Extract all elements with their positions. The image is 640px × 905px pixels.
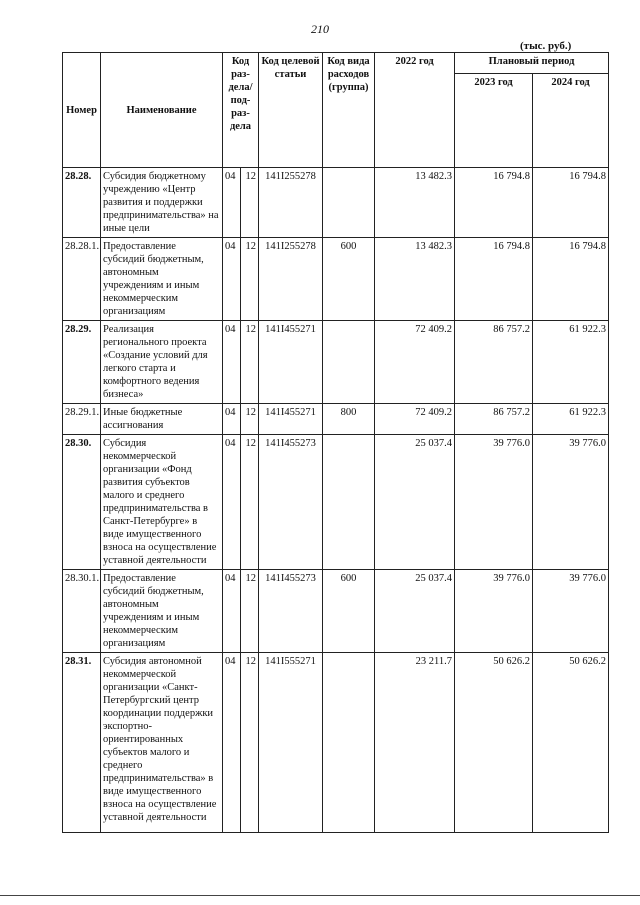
row-section: 04 [223,238,241,321]
row-value-2022: 23 211.7 [375,653,455,833]
row-subsection: 12 [241,435,259,570]
row-value-2023: 86 757.2 [455,321,533,404]
row-subsection: 12 [241,653,259,833]
header-name: Наименование [101,53,223,168]
row-value-2023: 50 626.2 [455,653,533,833]
row-value-2024: 16 794.8 [533,168,609,238]
row-value-2023: 86 757.2 [455,404,533,435]
row-section: 04 [223,404,241,435]
row-value-2022: 72 409.2 [375,321,455,404]
row-value-2024: 61 922.3 [533,404,609,435]
row-value-2022: 13 482.3 [375,168,455,238]
table-row [63,404,609,435]
row-section: 04 [223,653,241,833]
row-value-2024: 39 776.0 [533,435,609,570]
row-subsection: 12 [241,570,259,653]
row-value-2022: 72 409.2 [375,404,455,435]
row-number: 28.31. [63,653,101,833]
header-2023: 2023 год [455,74,533,168]
row-expense-type [323,435,375,570]
row-name: Субсидия автономной некоммерческой организации «Санкт-Петербургский центр координации поддержки экспортно-ориентированных субъектов малого и среднего предпринимательства» в виде имущественного взноса на осуществление уставной деятельности [101,653,223,833]
row-expense-type [323,168,375,238]
row-number: 28.30. [63,435,101,570]
row-expense-type: 800 [323,404,375,435]
row-value-2024: 50 626.2 [533,653,609,833]
header-2022: 2022 год [375,53,455,168]
row-number: 28.29. [63,321,101,404]
header-planned-period: Плановый период [455,53,609,74]
row-name: Реализация регионального проекта «Создание условий для легкого старта и комфортного ведения бизнеса» [101,321,223,404]
row-value-2024: 16 794.8 [533,238,609,321]
row-section: 04 [223,321,241,404]
row-subsection: 12 [241,238,259,321]
row-name: Субсидия некоммерческой организации «Фонд развития субъектов малого и среднего предпринимательства в Санкт-Петербурге» в виде имущественного взноса на осуществление уставной деятельности [101,435,223,570]
row-subsection: 12 [241,168,259,238]
row-section: 04 [223,570,241,653]
row-target-code: 141I455271 [259,404,323,435]
header-2024: 2024 год [533,74,609,168]
page-number: 210 [311,22,329,36]
table-row [63,321,609,404]
header-expense-type: Код вида расходов (группа) [323,53,375,168]
row-target-code: 141I455271 [259,321,323,404]
row-value-2023: 39 776.0 [455,435,533,570]
row-expense-type [323,321,375,404]
row-number: 28.30.1. [63,570,101,653]
row-number: 28.28. [63,168,101,238]
row-expense-type: 600 [323,238,375,321]
table-row [63,238,609,321]
row-value-2022: 25 037.4 [375,570,455,653]
header-row [63,53,609,74]
row-value-2024: 39 776.0 [533,570,609,653]
row-number: 28.29.1. [63,404,101,435]
header-target: Код целевой статьи [259,53,323,168]
row-section: 04 [223,168,241,238]
units-label: (тыс. руб.) [520,40,572,52]
row-target-code: 141I255278 [259,168,323,238]
row-section: 04 [223,435,241,570]
row-value-2022: 25 037.4 [375,435,455,570]
table-row [63,653,609,833]
row-number: 28.28.1. [63,238,101,321]
table-row [63,168,609,238]
row-name: Предоставление субсидий бюджетным, автономным учреждениям и иным некоммерческим организациям [101,570,223,653]
row-target-code: 141I255278 [259,238,323,321]
row-target-code: 141I455273 [259,435,323,570]
row-value-2023: 39 776.0 [455,570,533,653]
table-row [63,570,609,653]
row-value-2023: 16 794.8 [455,168,533,238]
budget-table [62,52,609,833]
row-name: Предоставление субсидий бюджетным, автономным учреждениям и иным некоммерческим организациям [101,238,223,321]
row-target-code: 141I455273 [259,570,323,653]
table-row [63,435,609,570]
header-section: Код раз-дела/ под-раз-дела [223,53,259,168]
row-value-2023: 16 794.8 [455,238,533,321]
row-subsection: 12 [241,404,259,435]
row-subsection: 12 [241,321,259,404]
row-value-2024: 61 922.3 [533,321,609,404]
header-number: Номер [63,53,101,168]
row-expense-type: 600 [323,570,375,653]
bottom-rule [0,895,640,896]
table-body [63,168,609,833]
row-value-2022: 13 482.3 [375,238,455,321]
row-expense-type [323,653,375,833]
row-name: Иные бюджетные ассигнования [101,404,223,435]
row-name: Субсидия бюджетному учреждению «Центр развития и поддержки предпринимательства» на иные цели [101,168,223,238]
row-target-code: 141I555271 [259,653,323,833]
